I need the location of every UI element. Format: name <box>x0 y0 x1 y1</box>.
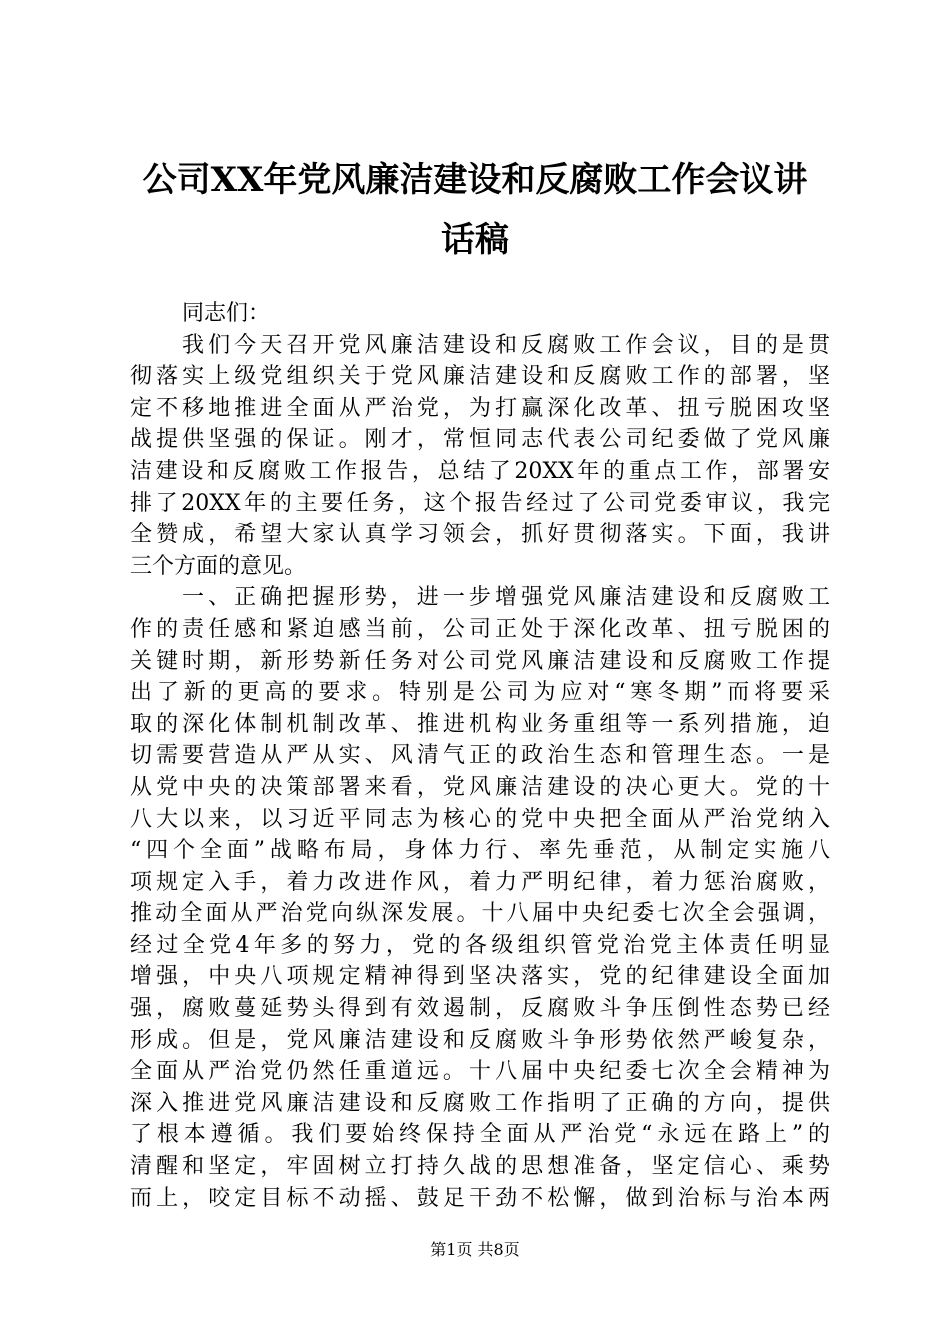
body-line: 作的责任感和紧迫感当前，公司正处于深化改革、扭亏脱困的 <box>130 616 830 642</box>
body-line: 项规定入手，着力改进作风，着力严明纪律，着力惩治腐败， <box>130 869 830 895</box>
body-line: 战提供坚强的保证。刚才，常恒同志代表公司纪委做了党风廉 <box>130 427 830 453</box>
body-line: 关键时期，新形势新任务对公司党风廉洁建设和反腐败工作提 <box>130 648 830 674</box>
body-line: 排了20XX年的主要任务，这个报告经过了公司党委审议，我完 <box>130 490 830 516</box>
body-line: 形成。但是，党风廉洁建设和反腐败斗争形势依然严峻复杂， <box>130 1027 830 1053</box>
document-title-line-1: 公司XX年党风廉洁建设和反腐败工作会议讲 <box>142 160 808 200</box>
body-line: 增强，中央八项规定精神得到坚决落实，党的纪律建设全面加 <box>130 964 830 990</box>
page-footer: 第1页 共8页 <box>430 1240 520 1259</box>
body-line: 全面从严治党仍然任重道远。十八届中央纪委七次全会精神为 <box>130 1059 830 1085</box>
body-line: 八大以来，以习近平同志为核心的党中央把全面从严治党纳入 <box>130 806 830 832</box>
body-line: 深入推进党风廉洁建设和反腐败工作指明了正确的方向，提供 <box>130 1090 830 1116</box>
salutation: 同志们： <box>182 301 271 326</box>
body-line: 切需要营造从严从实、风清气正的政治生态和管理生态。一是 <box>130 743 830 769</box>
body-line: 定不移地推进全面从严治党，为打赢深化改革、扭亏脱困攻坚 <box>130 395 830 421</box>
body-line: 我们今天召开党风廉洁建设和反腐败工作会议，目的是贯 <box>182 332 830 358</box>
body-line: 经过全党4年多的努力，党的各级组织管党治党主体责任明显 <box>130 932 830 958</box>
document-title-line-2: 话稿 <box>441 220 509 260</box>
body-line: 了根本遵循。我们要始终保持全面从严治党“永远在路上”的 <box>130 1122 830 1148</box>
body-line: 取的深化体制机制改革、推进机构业务重组等一系列措施，迫 <box>130 711 830 737</box>
section-heading-line: 一、正确把握形势，进一步增强党风廉洁建设和反腐败工 <box>182 585 830 611</box>
body-line: 从党中央的决策部署来看，党风廉洁建设的决心更大。党的十 <box>130 774 830 800</box>
body-line: 强，腐败蔓延势头得到有效遏制，反腐败斗争压倒性态势已经 <box>130 996 830 1022</box>
body-line: 而上，咬定目标不动摇、鼓足干劲不松懈，做到治标与治本两 <box>130 1185 830 1211</box>
body-line: 洁建设和反腐败工作报告，总结了20XX年的重点工作，部署安 <box>130 458 830 484</box>
body-line: 出了新的更高的要求。特别是公司为应对“寒冬期”而将要采 <box>130 680 830 706</box>
body-line: 彻落实上级党组织关于党风廉洁建设和反腐败工作的部署，坚 <box>130 364 830 390</box>
body-line: “四个全面”战略布局，身体力行、率先垂范，从制定实施八 <box>130 838 830 864</box>
body-line: 推动全面从严治党向纵深发展。十八届中央纪委七次全会强调， <box>130 901 830 927</box>
body-line: 三个方面的意见。 <box>130 553 307 579</box>
body-line: 全赞成，希望大家认真学习领会，抓好贯彻落实。下面，我讲 <box>130 522 830 548</box>
document-body <box>130 298 830 1214</box>
body-line: 清醒和坚定，牢固树立打持久战的思想准备，坚定信心、乘势 <box>130 1154 830 1180</box>
